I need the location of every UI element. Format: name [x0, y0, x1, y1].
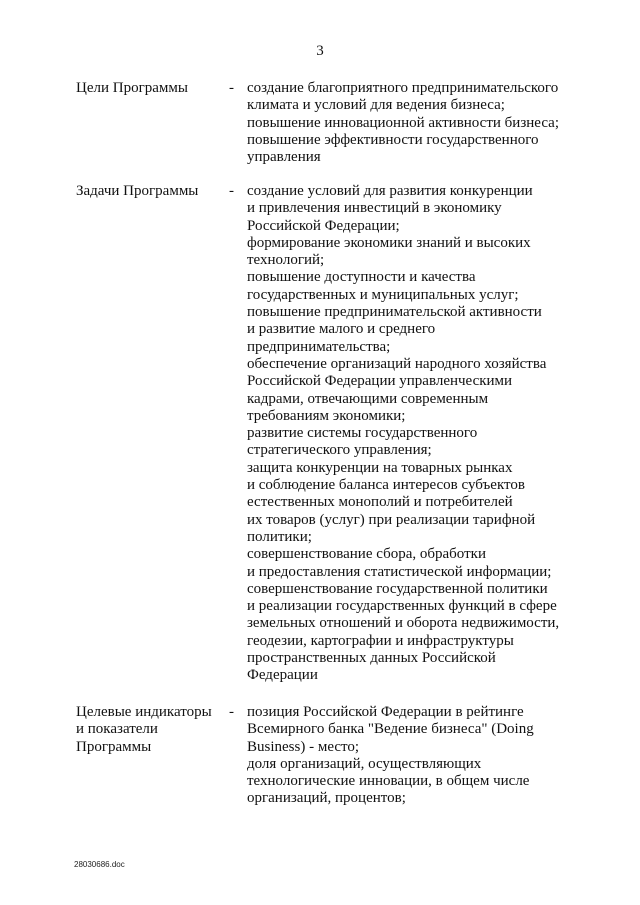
body-line: естественных монополий и потребителей [247, 494, 513, 511]
section-body [247, 183, 577, 685]
label-line: Цели Программы [76, 80, 188, 96]
body-line: Российской Федерации; [247, 217, 400, 234]
body-line: пространственных данных Российской [247, 650, 496, 667]
body-line: государственных и муниципальных услуг; [247, 286, 519, 303]
label-line: и показатели [76, 721, 158, 738]
body-line: совершенствование государственной политики [247, 580, 548, 597]
body-line: земельных отношений и оборота недвижимости, [247, 615, 560, 632]
section-dash: - [229, 80, 234, 96]
body-line: стратегического управления; [247, 442, 432, 459]
body-line: технологические инновации, в общем числе [247, 773, 530, 790]
body-line: защита конкуренции на товарных рынках [247, 459, 513, 476]
section-dash: - [229, 183, 234, 199]
body-line: технологий; [247, 252, 325, 269]
body-line: повышение эффективности государственного [247, 131, 539, 148]
section-label [76, 704, 226, 756]
body-line: их товаров (услуг) при реализации тарифной [247, 511, 536, 528]
body-line: повышение доступности и качества [247, 269, 476, 286]
label-line: Программы [76, 738, 152, 755]
body-line: и реализации государственных функций в сфере [247, 598, 557, 615]
body-line: позиция Российской Федерации в рейтинге [247, 704, 524, 720]
section-dash: - [229, 704, 234, 720]
body-line: Российской Федерации управленческими [247, 373, 513, 390]
body-line: геодезии, картографии и инфраструктуры [247, 632, 514, 649]
body-line: и развитие малого и среднего [247, 321, 436, 338]
body-line: и предоставления статистической информации; [247, 563, 552, 580]
body-line: развитие системы государственного [247, 425, 478, 442]
body-line: доля организаций, осуществляющих [247, 755, 482, 772]
footer-filename: 28030686.doc [74, 860, 125, 869]
body-line: требованиям экономики; [247, 407, 406, 424]
body-line: управления [247, 149, 321, 166]
page-number: 3 [316, 43, 324, 59]
body-line: обеспечение организаций народного хозяйства [247, 355, 547, 372]
body-line: организаций, процентов; [247, 790, 406, 807]
body-line: предпринимательства; [247, 338, 391, 355]
section-label [76, 80, 226, 97]
section-label [76, 183, 226, 200]
body-line: и соблюдение баланса интересов субъектов [247, 477, 525, 494]
body-line: Федерации [247, 667, 318, 684]
body-line: климата и условий для ведения бизнеса; [247, 97, 505, 114]
section-body [247, 704, 577, 808]
body-line: Business) - место; [247, 738, 360, 755]
body-line: совершенствование сбора, обработки [247, 546, 486, 563]
body-line: и привлечения инвестиций в экономику [247, 200, 502, 217]
body-line: создание условий для развития конкуренции [247, 183, 533, 199]
label-line: Целевые индикаторы [76, 704, 212, 720]
body-line: кадрами, отвечающими современным [247, 390, 489, 407]
body-line: Всемирного банка "Ведение бизнеса" (Doing [247, 721, 534, 738]
body-line: повышение предпринимательской активности [247, 304, 542, 321]
body-line: политики; [247, 528, 312, 545]
section-body [247, 80, 577, 166]
body-line: формирование экономики знаний и высоких [247, 234, 531, 251]
label-line: Задачи Программы [76, 183, 199, 199]
body-line: создание благоприятного предпринимательского [247, 80, 559, 96]
body-line: повышение инновационной активности бизнеса; [247, 114, 559, 131]
